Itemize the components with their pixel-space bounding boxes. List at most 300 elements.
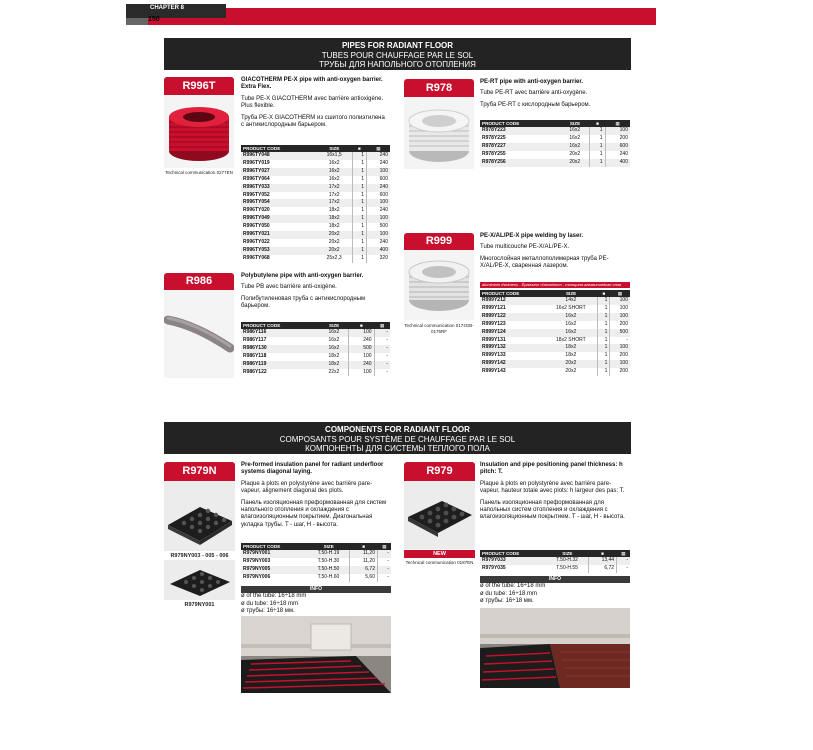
table-row bbox=[480, 305, 630, 313]
info-bar: INFO bbox=[480, 576, 630, 583]
product-description bbox=[480, 462, 628, 526]
box-icon: ■ bbox=[352, 145, 366, 152]
pack-qty: 1 bbox=[352, 160, 366, 168]
product-code: R986Y130 bbox=[241, 345, 320, 353]
section-title-en: COMPONENTS FOR RADIANT FLOOR bbox=[325, 425, 470, 434]
pack-qty: 6,72 bbox=[588, 565, 616, 573]
pack-length: 600 bbox=[605, 143, 630, 151]
desc-fr: Plaque à plots en polystyrène avec barrière pare-vapeur, alignement diagonal des plots. bbox=[241, 480, 373, 495]
product-code: R978Y225 bbox=[482, 134, 506, 141]
product-size: T.50-H.50 bbox=[308, 566, 350, 574]
grid-icon: ▦ bbox=[374, 322, 390, 329]
grid-icon: ▦ bbox=[610, 290, 630, 297]
pack-qty: 1 bbox=[598, 297, 610, 305]
pack-qty: 1 bbox=[598, 344, 610, 352]
new-badge: NEW bbox=[404, 550, 475, 558]
pack-length: 240 bbox=[619, 150, 628, 157]
pack-length: 200 bbox=[619, 320, 628, 327]
table-row bbox=[241, 207, 390, 215]
table-row bbox=[480, 557, 630, 565]
product-code: R978Y227 bbox=[480, 143, 560, 151]
product-description bbox=[480, 79, 628, 113]
pack-length: 240 bbox=[366, 152, 390, 160]
product-size: 16x2 bbox=[560, 143, 590, 151]
desc-ru: Труба PE-RT с кислородным барьером. bbox=[480, 101, 591, 108]
table-row bbox=[241, 168, 390, 176]
product-code: R996TY064 bbox=[243, 175, 270, 182]
product-size: 16x2 bbox=[320, 337, 349, 345]
product-size: 16x2 bbox=[317, 176, 353, 184]
product-code: R999Y124 bbox=[480, 329, 544, 337]
product-badge: R986 bbox=[164, 273, 234, 290]
pack-qty: 500 bbox=[349, 345, 374, 353]
product-size: 18x2 bbox=[320, 361, 349, 369]
insulation-panel-image-2 bbox=[164, 560, 235, 600]
pack-qty: 1 bbox=[352, 207, 366, 215]
product-code: R999Y123 bbox=[482, 320, 506, 327]
table-row bbox=[241, 255, 390, 263]
grid-icon: ▦ bbox=[617, 550, 630, 557]
table-header-row bbox=[480, 550, 630, 557]
product-size: 18x2 bbox=[317, 207, 353, 215]
product-code: R996TY049 bbox=[241, 215, 317, 223]
desc-fr: Tube PE-X GIACOTHERM avec barrière antioxigène. Plus flexible. bbox=[241, 95, 384, 110]
pack-length: 600 bbox=[379, 175, 388, 182]
table-row bbox=[241, 566, 391, 574]
product-size: 20x2 bbox=[560, 159, 590, 167]
product-size: T.50-H.19 bbox=[308, 550, 350, 558]
pack-length: 200 bbox=[619, 134, 628, 141]
pack-length: 240 bbox=[379, 207, 388, 214]
product-size: 25x2,3 bbox=[317, 255, 353, 263]
product-code: R996TY019 bbox=[243, 159, 270, 166]
table-header-row bbox=[480, 120, 630, 127]
product-code: R999Y131 bbox=[482, 336, 506, 343]
pack-length: 100 bbox=[366, 215, 390, 223]
info-line: ø of the tube: 16÷18 mm bbox=[480, 583, 546, 589]
pack-qty: 1 bbox=[598, 305, 610, 313]
product-code: R979NY005 bbox=[241, 566, 308, 574]
col-size: SIZE bbox=[320, 322, 349, 329]
section-title-en: PIPES FOR RADIANT FLOOR bbox=[341, 41, 454, 50]
col-product-code: PRODUCT CODE bbox=[480, 120, 560, 127]
desc-fr: Tube PB avec barrière anti-oxigène. bbox=[241, 284, 337, 291]
pack-length: - bbox=[626, 564, 628, 571]
section-title-fr: TUBES POUR CHAUFFAGE PAR LE SOL bbox=[321, 51, 474, 60]
pack-length: - bbox=[617, 557, 630, 565]
product-size: 16x2 bbox=[544, 313, 597, 321]
pack-qty: 1 bbox=[352, 255, 366, 263]
product-size: 16x2 bbox=[317, 160, 353, 168]
desc-fr: Plaque à plots en polystyrène avec barrière pare-vapeur, hauteur totale avec plots: h largeur des pas: T. bbox=[480, 480, 625, 495]
pack-length: 500 bbox=[379, 223, 388, 230]
product-size: 18x2 SHORT bbox=[544, 337, 597, 345]
table-row bbox=[241, 223, 390, 231]
pack-qty: 11,20 bbox=[350, 558, 378, 566]
table-row bbox=[480, 127, 630, 135]
red-pipe-coil-image bbox=[164, 95, 234, 168]
chapter-label: CHAPTER 8 bbox=[150, 5, 185, 11]
product-code: R986Y122 bbox=[243, 368, 267, 375]
pack-length: - bbox=[374, 345, 390, 353]
product-size: 16x1,5 bbox=[317, 152, 353, 160]
pack-length: 600 bbox=[379, 191, 388, 198]
product-code: R996TY068 bbox=[243, 254, 270, 261]
tech-communication: Technical communication 0174GB-0175RF bbox=[404, 323, 474, 334]
product-code: R996TY052 bbox=[243, 191, 270, 198]
product-size: 14x2 bbox=[544, 297, 597, 305]
table-row bbox=[241, 353, 390, 361]
table-row bbox=[241, 574, 391, 582]
pack-qty: 1 bbox=[598, 329, 610, 337]
product-code: R999Y122 bbox=[480, 313, 544, 321]
product-code: R996TY021 bbox=[241, 231, 317, 239]
product-size: T.50-H.60 bbox=[308, 574, 350, 582]
section-title-ru: КОМПОНЕНТЫ ДЛЯ СИСТЕМЫ ТЕПЛОГО ПОЛА bbox=[305, 444, 490, 453]
desc-en: PE-X/AL/PE-X pipe welding by laser. bbox=[480, 233, 584, 239]
product-size: 16x2 bbox=[317, 168, 353, 176]
pack-length: 400 bbox=[605, 159, 630, 167]
info-line: ø du tube: 16÷18 mm bbox=[241, 600, 298, 607]
pack-length: 100 bbox=[610, 297, 630, 305]
table-row bbox=[480, 329, 630, 337]
product-code: R999Y133 bbox=[482, 352, 506, 359]
table-row bbox=[241, 239, 390, 247]
table-row bbox=[241, 176, 390, 184]
desc-ru: Труба PE-X GIACOTHERM из сшитого полиэтилена с антикислородным барьером. bbox=[241, 114, 385, 129]
product-table-r978 bbox=[480, 120, 630, 167]
product-size: 16x2 bbox=[320, 345, 349, 353]
page-number-tab bbox=[126, 18, 148, 25]
product-size: 17x2 bbox=[317, 199, 353, 207]
table-row bbox=[241, 345, 390, 353]
pack-length: 320 bbox=[379, 254, 388, 261]
product-code: R996TY054 bbox=[241, 199, 317, 207]
section-title-fr: COMPOSANTS POUR SYSTÈME DE CHAUFFAGE PAR LE SOL bbox=[279, 435, 516, 444]
pack-qty: 100 bbox=[349, 329, 374, 337]
table-header-row bbox=[241, 543, 391, 550]
product-code: R999Y132 bbox=[480, 344, 544, 352]
product-code: R999Y212 bbox=[480, 297, 544, 305]
desc-en: Polybutylene pipe with anti-oxygen barrier. bbox=[241, 273, 364, 279]
product-code: R996TY020 bbox=[243, 207, 270, 214]
pack-length: 400 bbox=[366, 247, 390, 255]
product-size: 20x2 bbox=[317, 239, 353, 247]
product-size: 22x2 bbox=[320, 369, 349, 377]
product-badge: R979N bbox=[164, 462, 235, 481]
desc-en: Pre-formed insulation panel for radiant underfloor systems diagonal laying. bbox=[241, 462, 384, 476]
product-code: R979NY001 bbox=[241, 550, 308, 558]
product-size: 18x2 bbox=[320, 353, 349, 361]
pack-length: 240 bbox=[379, 238, 388, 245]
product-description bbox=[241, 273, 386, 315]
installation-photo bbox=[241, 616, 391, 693]
col-size: SIZE bbox=[544, 290, 597, 297]
pack-qty: 1 bbox=[352, 247, 366, 255]
pack-length: - bbox=[387, 573, 389, 580]
product-size: T.50-H.55 bbox=[546, 565, 588, 573]
table-row bbox=[241, 337, 390, 345]
pack-length: - bbox=[386, 352, 388, 359]
pack-qty: 13,44 bbox=[588, 557, 616, 565]
table-row bbox=[241, 152, 390, 160]
product-code: R996TY027 bbox=[241, 168, 317, 176]
pack-qty: 6,72 bbox=[350, 566, 378, 574]
pack-qty: 1 bbox=[590, 127, 605, 135]
info-line: ø of the tube: 16÷18 mm bbox=[241, 593, 307, 599]
col-size: SIZE bbox=[546, 550, 588, 557]
product-size: 18x2 bbox=[544, 352, 597, 360]
product-code: R996TY022 bbox=[243, 238, 270, 245]
product-table-r979 bbox=[480, 550, 630, 573]
white-pipe-coil-image bbox=[404, 97, 474, 169]
product-size: 17x2 bbox=[317, 192, 353, 200]
product-code: R979NY006 bbox=[243, 573, 271, 580]
product-size: 16x2 SHORT bbox=[544, 305, 597, 313]
table-row bbox=[480, 337, 630, 345]
pack-length: 100 bbox=[605, 127, 630, 135]
pack-length: 240 bbox=[379, 159, 388, 166]
product-table-r979n bbox=[241, 543, 391, 582]
installation-photo bbox=[480, 608, 630, 688]
desc-ru: Полибутиленовая труба с антикислородным барьером. bbox=[241, 295, 366, 310]
product-code: R996TY048 bbox=[241, 152, 317, 160]
section-header-components bbox=[164, 422, 631, 454]
pack-qty: 1 bbox=[352, 184, 366, 192]
pack-qty: 1 bbox=[352, 199, 366, 207]
product-code: R996TY050 bbox=[243, 223, 270, 230]
table-row bbox=[480, 151, 630, 159]
desc-en: PE-RT pipe with anti-oxygen barrier. bbox=[480, 79, 584, 85]
positioning-panel-image bbox=[404, 481, 475, 549]
col-product-code: PRODUCT CODE bbox=[480, 550, 546, 557]
pack-qty: 1 bbox=[352, 152, 366, 160]
chapter-tab bbox=[126, 4, 226, 18]
pack-length: - bbox=[374, 329, 390, 337]
pack-qty: 1 bbox=[352, 192, 366, 200]
col-product-code: PRODUCT CODE bbox=[241, 543, 308, 550]
pack-qty: 1 bbox=[352, 231, 366, 239]
product-size: 16x2 bbox=[544, 329, 597, 337]
pack-length: 100 bbox=[619, 304, 628, 311]
product-code: R979NY003 bbox=[243, 557, 271, 564]
product-size: 20x2 bbox=[544, 360, 597, 368]
tech-communication: Technical communication 0187EN bbox=[405, 560, 474, 565]
product-size: 20x2 bbox=[317, 247, 353, 255]
pack-length: 100 bbox=[610, 344, 630, 352]
table-row bbox=[241, 329, 390, 337]
pack-length: 100 bbox=[366, 231, 390, 239]
product-size: 16x2 bbox=[560, 135, 590, 143]
pack-qty: 5,60 bbox=[350, 574, 378, 582]
product-size: 17x2 bbox=[317, 184, 353, 192]
section-title-ru: ТРУБЫ ДЛЯ НАПОЛЬНОГО ОТОПЛЕНИЯ bbox=[319, 60, 476, 69]
table-row bbox=[480, 352, 630, 360]
pack-length: 100 bbox=[610, 313, 630, 321]
col-size: SIZE bbox=[560, 120, 590, 127]
pack-length: - bbox=[378, 566, 392, 574]
desc-fr: Tube multicouche PE-X/AL/PE-X. bbox=[480, 244, 570, 251]
table-row bbox=[241, 247, 390, 255]
table-row bbox=[480, 143, 630, 151]
product-size: 20x2 bbox=[317, 231, 353, 239]
info-line: ø du tube: 16÷18 mm bbox=[480, 590, 537, 597]
table-row bbox=[480, 297, 630, 305]
pack-length: - bbox=[386, 368, 388, 375]
product-code: R986Y116 bbox=[241, 329, 320, 337]
table-row bbox=[241, 199, 390, 207]
variant-caption-1: R979NY003 - 005 - 006 bbox=[170, 553, 229, 559]
multilayer-pipe-coil-image bbox=[404, 250, 474, 320]
desc-fr: Tube PE-RT avec barrière anti-oxygène. bbox=[480, 90, 588, 97]
tech-communication: Technical communication 0277EN bbox=[165, 170, 233, 175]
pack-qty: 1 bbox=[352, 223, 366, 231]
product-code: R978Y255 bbox=[482, 150, 506, 157]
product-size: T.50-H.32 bbox=[546, 557, 588, 565]
pack-qty: 1 bbox=[590, 151, 605, 159]
pack-length: - bbox=[387, 557, 389, 564]
grid-icon: ▦ bbox=[366, 145, 390, 152]
pack-qty: 1 bbox=[598, 368, 610, 376]
desc-ru: Многослойная металлополимерная труба PE-X/AL/PE-X, сваренная лазером. bbox=[480, 255, 609, 270]
table-row bbox=[241, 184, 390, 192]
info-text bbox=[241, 593, 391, 616]
product-code: R996TY053 bbox=[241, 247, 317, 255]
product-size: 16x2 bbox=[560, 127, 590, 135]
pack-qty: 240 bbox=[349, 337, 374, 345]
table-row bbox=[480, 344, 630, 352]
insulation-panel-image bbox=[164, 481, 235, 551]
info-line: ø трубы: 16÷18 мм. bbox=[480, 598, 534, 604]
table-row bbox=[241, 550, 391, 558]
grid-icon: ▦ bbox=[378, 543, 392, 550]
box-icon: ■ bbox=[349, 322, 374, 329]
pack-qty: 1 bbox=[352, 215, 366, 223]
pack-qty: 1 bbox=[352, 239, 366, 247]
table-row bbox=[241, 369, 390, 377]
pack-qty: 1 bbox=[598, 337, 610, 345]
table-row bbox=[480, 368, 630, 376]
box-icon: ■ bbox=[350, 543, 378, 550]
pack-qty: 1 bbox=[590, 159, 605, 167]
pack-length: 500 bbox=[610, 329, 630, 337]
product-code: R978Y223 bbox=[480, 127, 560, 135]
pack-qty: 1 bbox=[352, 176, 366, 184]
table-row bbox=[241, 231, 390, 239]
product-code: R979Y035 bbox=[482, 564, 506, 571]
info-line: ø трубы: 16÷18 мм. bbox=[241, 608, 295, 614]
info-bar: INFO bbox=[241, 586, 391, 593]
desc-en: Insulation and pipe positioning panel thickness: h pitch: T. bbox=[480, 462, 623, 476]
product-description bbox=[241, 462, 389, 533]
product-badge: R979 bbox=[404, 462, 475, 481]
pack-length: - bbox=[626, 336, 628, 343]
product-code: R986Y119 bbox=[241, 361, 320, 369]
table-row bbox=[241, 558, 391, 566]
col-product-code: PRODUCT CODE bbox=[480, 290, 544, 297]
pack-length: 100 bbox=[366, 199, 390, 207]
product-code: R979Y033 bbox=[480, 557, 546, 565]
grid-icon: ▦ bbox=[605, 120, 630, 127]
product-size: 18x2 bbox=[317, 223, 353, 231]
chapter-bar bbox=[126, 4, 656, 25]
box-icon: ■ bbox=[588, 550, 616, 557]
product-size: 20x2 bbox=[544, 368, 597, 376]
col-product-code: PRODUCT CODE bbox=[241, 145, 317, 152]
desc-ru: Панель изоляционная преформованная для систем напольного отопления и охлаждения с влагоизоляционным покрытием. Диагональная укладка трубы. T - шаг, H - высота. bbox=[241, 499, 387, 528]
info-text bbox=[480, 583, 630, 606]
table-row bbox=[241, 361, 390, 369]
pack-qty: 1 bbox=[598, 352, 610, 360]
product-table-r999 bbox=[480, 290, 630, 376]
page-number: 150 bbox=[148, 16, 160, 23]
box-icon: ■ bbox=[598, 290, 610, 297]
box-icon: ■ bbox=[590, 120, 605, 127]
pack-qty: 100 bbox=[349, 353, 374, 361]
pack-qty: 100 bbox=[349, 369, 374, 377]
product-size: T.50-H.30 bbox=[308, 558, 350, 566]
pack-length: - bbox=[386, 336, 388, 343]
product-code: R986Y118 bbox=[243, 352, 267, 359]
product-size: 18x2 bbox=[544, 344, 597, 352]
pack-length: 100 bbox=[366, 168, 390, 176]
pack-length: 200 bbox=[619, 368, 628, 375]
product-badge: R999 bbox=[404, 233, 474, 250]
pack-qty: 1 bbox=[598, 313, 610, 321]
table-header-row bbox=[241, 145, 390, 152]
product-badge: R996T bbox=[164, 77, 234, 95]
table-row bbox=[241, 215, 390, 223]
pack-length: 240 bbox=[366, 184, 390, 192]
product-code: R986Y117 bbox=[243, 336, 267, 343]
product-code: R999Y121 bbox=[482, 304, 506, 311]
table-row bbox=[480, 565, 630, 573]
product-size: 20x2 bbox=[560, 151, 590, 159]
pack-qty: 240 bbox=[349, 361, 374, 369]
product-table-r986 bbox=[241, 322, 390, 376]
pack-length: - bbox=[374, 361, 390, 369]
product-code: R999Y143 bbox=[482, 368, 506, 375]
product-code: R999Y142 bbox=[480, 360, 544, 368]
product-size: 16x2 bbox=[320, 329, 349, 337]
product-table-r996t bbox=[241, 145, 390, 263]
table-row bbox=[241, 160, 390, 168]
section-header-pipes bbox=[164, 38, 631, 70]
col-size: SIZE bbox=[308, 543, 350, 550]
product-description bbox=[241, 77, 386, 133]
table-header-row bbox=[480, 290, 630, 297]
grey-pipe-image bbox=[164, 290, 234, 378]
variant-caption-2: R979NY001 bbox=[184, 602, 215, 608]
table-row bbox=[241, 192, 390, 200]
pack-qty: 1 bbox=[590, 135, 605, 143]
col-size: SIZE bbox=[317, 145, 353, 152]
table-row bbox=[480, 135, 630, 143]
product-code: R996TY033 bbox=[241, 184, 317, 192]
pack-qty: 1 bbox=[352, 168, 366, 176]
product-size: 18x2 bbox=[317, 215, 353, 223]
pack-length: 200 bbox=[619, 352, 628, 359]
desc-en: GIACOTHERM PE-X pipe with anti-oxygen barrier. Extra Flex. bbox=[241, 77, 383, 91]
table-row bbox=[480, 159, 630, 167]
pack-length: - bbox=[378, 550, 392, 558]
pack-length: 100 bbox=[610, 360, 630, 368]
product-code: R978Y256 bbox=[480, 159, 560, 167]
product-size: 16x2 bbox=[544, 321, 597, 329]
table-row bbox=[480, 360, 630, 368]
pack-qty: 1 bbox=[598, 360, 610, 368]
aluminium-thickness-bar: aluminium thickness - Épaisseur d'aluminium - толщина алюминиевого слоя bbox=[480, 282, 630, 288]
